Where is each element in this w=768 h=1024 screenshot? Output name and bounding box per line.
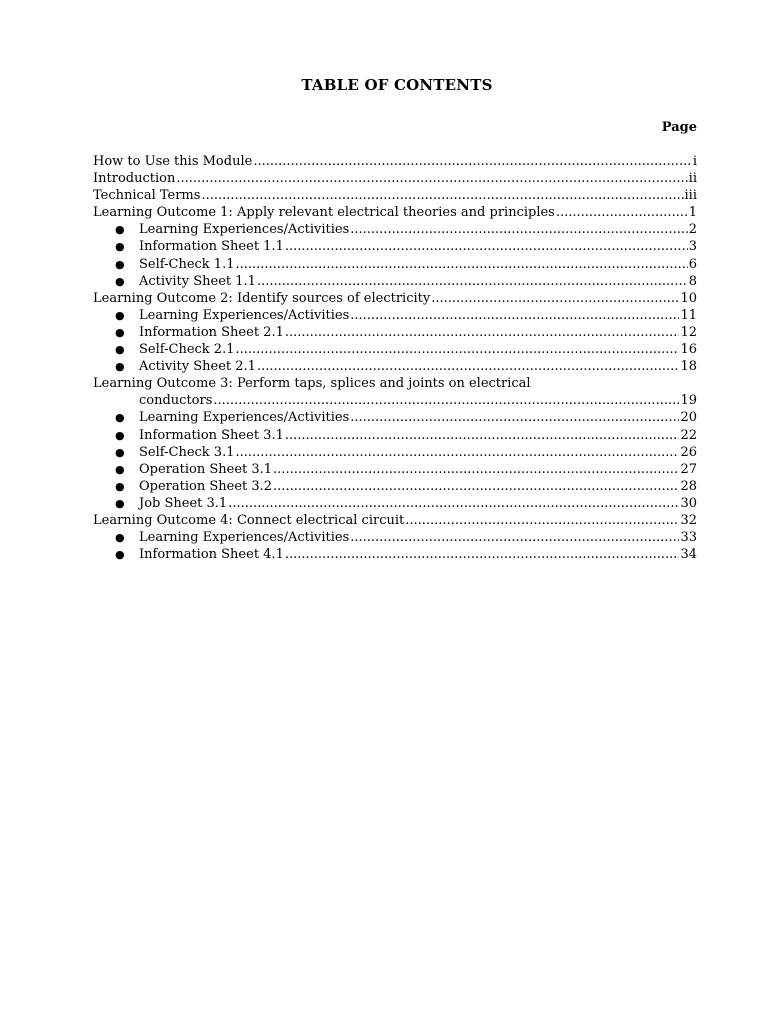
- bullet-icon: ●: [115, 531, 125, 545]
- bullet-icon: ●: [115, 428, 125, 442]
- bullet-icon: ●: [115, 240, 125, 254]
- toc-subentry[interactable]: [93, 461, 697, 478]
- toc-subentry[interactable]: [93, 529, 697, 546]
- toc-entry-page: 20: [680, 410, 697, 426]
- toc-entry-page: 16: [680, 342, 697, 358]
- leader-dots: [350, 221, 687, 238]
- bullet-icon: ●: [115, 223, 125, 237]
- leader-dots: [273, 478, 679, 495]
- toc-entry-label: Information Sheet 1.1: [139, 239, 284, 255]
- leader-dots: [285, 546, 680, 563]
- toc-entry-page: 27: [680, 461, 697, 477]
- leader-dots: [253, 153, 692, 170]
- toc-entry-label: Self-Check 1.1: [139, 256, 235, 272]
- leader-dots: [285, 324, 680, 341]
- toc-entry-page: 30: [680, 495, 697, 511]
- toc-entry-page: 12: [680, 324, 697, 340]
- toc-entry-page: 33: [680, 530, 697, 546]
- leader-dots: [257, 273, 688, 290]
- toc-entry-label: Learning Outcome 2: Identify sources of electricity: [93, 290, 431, 306]
- toc-entry-page: 19: [680, 393, 697, 409]
- leader-dots: [201, 187, 683, 204]
- leader-dots: [285, 238, 688, 255]
- toc-subentry[interactable]: [93, 324, 697, 341]
- leader-dots: [405, 512, 679, 529]
- toc-entry-page: 18: [680, 359, 697, 375]
- toc-subentry[interactable]: [93, 546, 697, 563]
- leader-dots: [213, 392, 679, 409]
- toc-entry[interactable]: [93, 153, 697, 170]
- toc-entry-page: 32: [680, 512, 697, 528]
- toc-entry-page: iii: [684, 188, 697, 204]
- toc-entry-page: 1: [688, 205, 697, 221]
- toc-subentry[interactable]: [93, 444, 697, 461]
- toc-entry-label: Learning Experiences/Activities: [139, 307, 350, 323]
- toc-entry-page: 8: [688, 273, 697, 289]
- toc-entry-label: Technical Terms: [93, 188, 201, 204]
- toc-entry-label: Information Sheet 4.1: [139, 547, 284, 563]
- toc-subentry[interactable]: [93, 341, 697, 358]
- bullet-icon: ●: [115, 411, 125, 425]
- leader-dots: [350, 529, 679, 546]
- toc-entry-page: 10: [680, 290, 697, 306]
- leader-dots: [350, 307, 679, 324]
- leader-dots: [285, 427, 680, 444]
- toc-entry-label: Learning Experiences/Activities: [139, 530, 350, 546]
- toc-entry-page: ii: [688, 171, 697, 187]
- toc-entry-label: Learning Outcome 1: Apply relevant electrical theories and principles: [93, 205, 555, 221]
- leader-dots: [228, 495, 679, 512]
- bullet-icon: ●: [115, 343, 125, 357]
- bullet-icon: ●: [115, 257, 125, 271]
- leader-dots: [273, 461, 679, 478]
- toc-entry-label: Learning Outcome 4: Connect electrical circuit: [93, 512, 405, 528]
- toc-entry-page: 22: [680, 427, 697, 443]
- toc-subentry[interactable]: [93, 221, 697, 238]
- toc-entry-label: Learning Experiences/Activities: [139, 410, 350, 426]
- toc-entry-label: Information Sheet 2.1: [139, 324, 284, 340]
- leader-dots: [556, 204, 688, 221]
- toc-entry[interactable]: [93, 375, 697, 392]
- toc-entry-label: Self-Check 2.1: [139, 342, 235, 358]
- toc-entry-label: Operation Sheet 3.1: [139, 461, 273, 477]
- toc-entry-page: 6: [688, 256, 697, 272]
- toc-subentry[interactable]: [93, 307, 697, 324]
- toc-subentry[interactable]: [93, 478, 697, 495]
- toc-subentry[interactable]: [93, 358, 697, 375]
- bullet-icon: ●: [115, 274, 125, 288]
- bullet-icon: ●: [115, 325, 125, 339]
- bullet-icon: ●: [115, 462, 125, 476]
- toc-entry-label: Self-Check 3.1: [139, 444, 235, 460]
- toc-entry-page: i: [692, 154, 697, 169]
- leader-dots: [431, 290, 679, 307]
- bullet-icon: ●: [115, 496, 125, 510]
- leader-dots: [176, 170, 687, 187]
- leader-dots: [257, 358, 680, 375]
- toc-subentry[interactable]: [93, 256, 697, 273]
- toc-entry-label: Information Sheet 3.1: [139, 427, 284, 443]
- toc-entry-label: Activity Sheet 1.1: [139, 273, 256, 289]
- toc-entry-label: Activity Sheet 2.1: [139, 359, 256, 375]
- toc-subentry[interactable]: [93, 495, 697, 512]
- page-title: TABLE OF CONTENTS: [301, 76, 493, 94]
- toc-entry[interactable]: [93, 204, 697, 221]
- toc-subentry[interactable]: [93, 427, 697, 444]
- toc-entry[interactable]: [93, 170, 697, 187]
- toc-entry-label: Introduction: [93, 171, 176, 187]
- toc-entry-label: Job Sheet 3.1: [139, 495, 228, 511]
- toc-entry-label: Learning Experiences/Activities: [139, 222, 350, 238]
- toc-entry-page: 28: [680, 478, 697, 494]
- leader-dots: [350, 409, 679, 426]
- toc-entry-page: 2: [688, 222, 697, 238]
- bullet-icon: ●: [115, 548, 125, 562]
- page-column-label: Page: [661, 120, 697, 135]
- toc-entry-page: 34: [680, 547, 697, 563]
- leader-dots: [235, 341, 679, 358]
- toc-entry-label-continued: conductors: [139, 393, 213, 409]
- toc-entry-label: Learning Outcome 3: Perform taps, splices and joints on electrical: [93, 376, 531, 392]
- toc-subentry[interactable]: [93, 273, 697, 290]
- toc-entry[interactable]: [93, 290, 697, 307]
- toc-entry-continuation[interactable]: [93, 392, 697, 409]
- bullet-icon: ●: [115, 360, 125, 374]
- toc-entry-page: 11: [680, 307, 697, 323]
- toc-entry-page: 26: [680, 444, 697, 460]
- bullet-icon: ●: [115, 308, 125, 322]
- toc-entry-page: 3: [688, 239, 697, 255]
- bullet-icon: ●: [115, 479, 125, 493]
- toc-entry-label: How to Use this Module: [93, 154, 253, 169]
- leader-dots: [235, 444, 679, 461]
- toc-entry[interactable]: [93, 512, 697, 529]
- toc-entry-label: Operation Sheet 3.2: [139, 478, 273, 494]
- toc-subentry[interactable]: [93, 238, 697, 255]
- table-of-contents: [93, 153, 697, 563]
- toc-subentry[interactable]: [93, 409, 697, 426]
- leader-dots: [235, 256, 687, 273]
- bullet-icon: ●: [115, 445, 125, 459]
- toc-entry[interactable]: [93, 187, 697, 204]
